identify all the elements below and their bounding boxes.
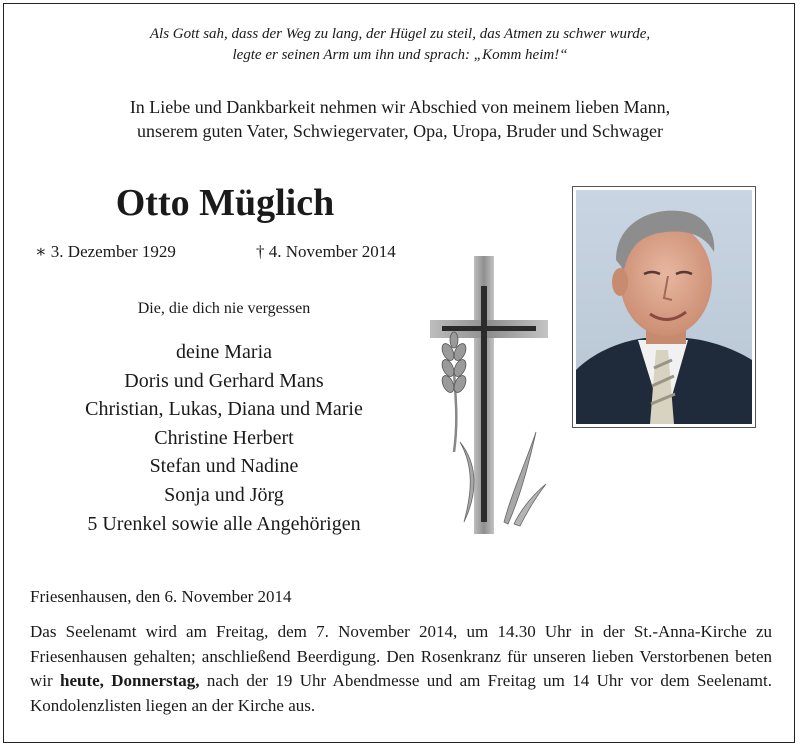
opening-quote (0, 24, 800, 66)
intro-line-1: In Liebe und Dankbarkeit nehmen wir Abschied von meinem lieben Mann, (129, 97, 671, 117)
notice-bold: heute, Donnerstag, (60, 671, 200, 690)
mourners-intro: Die, die dich nie vergessen (137, 300, 311, 317)
death-date: † 4. November 2014 (256, 242, 396, 261)
mourners-list (0, 338, 448, 538)
notice-part-1: Das Seelenamt wird am Freitag, dem 7. November 2014, um 14.30 Uhr in der St.-Anna-Kirche zu Friesenhausen gehalten; anschließend Beerdigung. Den Rosenkranz für unseren lieben Verstorbenen beten wir (30, 622, 772, 690)
mourner-line: Christine Herbert (154, 426, 294, 449)
portrait-photo (572, 186, 756, 428)
birth-date: ∗ 3. Dezember 1929 (35, 242, 176, 261)
intro-line-2: unserem guten Vater, Schwiegervater, Opa, Uropa, Bruder und Schwager (136, 121, 664, 141)
mourner-line: Doris und Gerhard Mans (124, 369, 324, 392)
notice-part-2: nach der 19 Uhr Abendmesse und am Freitag um 14 Uhr vor dem Seelenamt. Kondolenzlisten liegen an der Kirche aus. (30, 671, 772, 715)
place-and-date: Friesenhausen, den 6. November 2014 (30, 587, 292, 606)
mourner-line: Christian, Lukas, Diana und Marie (85, 398, 363, 421)
mourner-line: Stefan und Nadine (149, 455, 299, 478)
quote-line-1: Als Gott sah, dass der Weg zu lang, der Hügel zu steil, das Atmen zu schwer wurde, (149, 26, 651, 42)
cross-with-wheat-icon (424, 252, 556, 541)
intro-text (0, 95, 800, 143)
funeral-notice (30, 620, 772, 718)
mourner-line: deine Maria (175, 341, 273, 363)
mourner-line: 5 Urenkel sowie alle Angehörigen (87, 512, 361, 535)
mourner-line: Sonja und Jörg (164, 483, 284, 506)
quote-line-2: legte er seinen Arm um ihn und sprach: „Komm heim!“ (232, 47, 568, 63)
deceased-name: Otto Müglich (115, 182, 335, 224)
